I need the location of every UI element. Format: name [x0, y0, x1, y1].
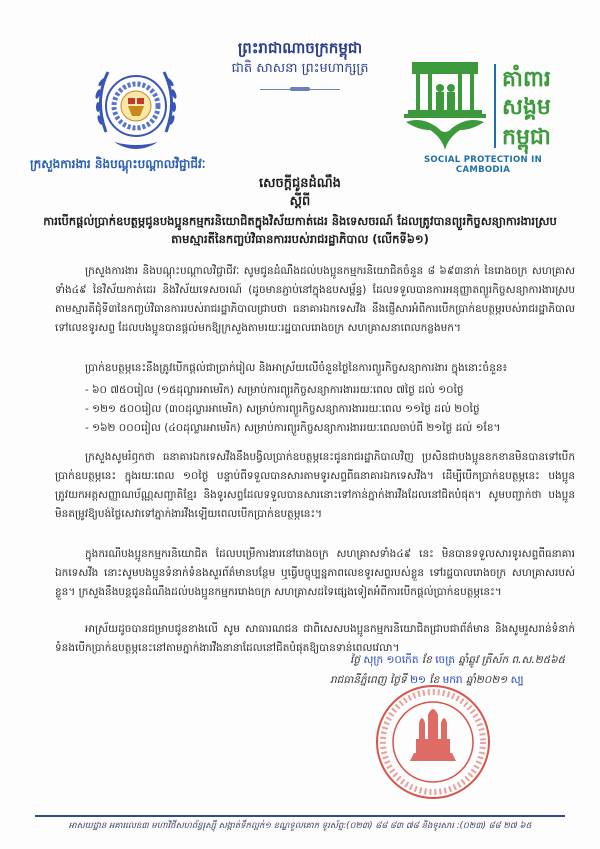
ministry-name: ក្រសួងការងារ និងបណ្តុះបណ្តាលវិជ្ជាជីវៈ	[30, 157, 206, 171]
date-day: ២១	[410, 674, 426, 686]
date-month: មករា	[442, 674, 463, 686]
lunar-date: ថ្ងៃ សុក្រ ១០កើត ខែ ចេត្រ ឆ្នាំឆ្លូវ ត្រីស័ក ព.ស.២៥៦៥	[350, 654, 566, 666]
lunar-month: ចេត្រ	[435, 654, 455, 666]
notice-title: សេចក្តីជូនដំណឹង	[259, 176, 341, 191]
paragraph-payment-info: ប្រាក់ឧបត្ថម្ភនេះនឹងត្រូវបើកផ្តល់ជាប្រាក់រៀល និងអាស្រ័យលើចំនួនថ្ងៃនៃការព្យួរកិច្ចសន្យាការងារ ក្នុងនោះចំនួន៖	[85, 362, 508, 374]
notice-subject-label: ស្តីពី	[289, 194, 311, 209]
payment-list	[85, 381, 565, 438]
ornament-divider	[260, 86, 340, 92]
national-motto: ជាតិ សាសនា ព្រះមហាក្សត្រ	[231, 61, 369, 76]
svg-text:គាំពារ: គាំពារ	[502, 67, 551, 92]
lunar-day: សុក្រ ១០កើត	[363, 654, 419, 666]
svg-text:កម្ពុជា: កម្ពុជា	[502, 125, 551, 150]
svg-text:សង្គម: សង្គម	[502, 95, 551, 120]
payment-item: - ១៦២ ០០០រៀល (៤០ដុល្លារអាមេរិក) សម្រាប់ការព្យួរកិច្ចសន្យាការងាររយៈពេលចាប់ពី ២១ថ្ងៃ ដល់ ១ខែ។	[85, 422, 501, 434]
place-date: រាជធានីភ្នំពេញ ថ្ងៃទី ២១ ខែ មករា ឆ្នាំ២០២១ ស្ប	[330, 674, 524, 686]
signature-initials: ស្ប	[510, 674, 524, 686]
kingdom-header	[190, 38, 410, 92]
kingdom-title: ព្រះរាជាណាចក្រកម្ពុជា	[237, 39, 363, 57]
paragraph-closing: អាស្រ័យដូចបានជម្រាបជូនខាងលើ សូម សាធារណជន ជាពិសេសបងប្អូនកម្មករនិយោជិតជ្រាបជាព័ត៌មាន និងសូមរួសរាន់ទំនាក់ទំនងបើកប្រាក់ឧបត្ថម្ភនេះនៅតាមភ្នាក់ងារវីងនានាដែលនៅជិតបំផុតឱ្យបានទាន់ពេលវេលា។	[55, 623, 575, 654]
payment-item: - ៦០ ៧៥០រៀល (១៥ដុល្លារអាមេរិក) សម្រាប់ការព្យួរកិច្ចសន្យាការងាររយៈពេល ៧ថ្ងៃ ដល់ ១០ថ្ងៃ	[85, 384, 464, 396]
notice-subject: ការបើកផ្តល់ប្រាក់ឧបត្ថម្ភជូនបងប្អូនកម្មករនិយោជិតក្នុងវិស័យកាត់ដេរ និងទេសចរណ៍ ដែលត្រូវបានព្យួរកិច្ចសន្យាការងារស្របតាមស្មារតីនៃកញ្ចប់វិធានការរបស់រាជរដ្ឋាភិបាល (លើកទី៦១)	[43, 214, 557, 246]
footer-address: អាសយដ្ឋាន អគារលេខ៣ មហាវិថីសហព័ន្ធរុស្ស៊ី សង្កាត់ទឹកល្អក់១ ខណ្ឌទួលគោក ទូរស័ព្ទ:(០២៣) ៨៨ ៨៣ ៧៨ និងទូរសារ :(០២៣) ៨៨ ២៧ ៦៥	[68, 821, 532, 831]
paragraph-intro: ក្រសួងការងារ និងបណ្តុះបណ្តាលវិជ្ជាជីវៈ សូមជូនដំណឹងដល់បងប្អូនកម្មករនិយោជិតចំនួន ៨ ៦៩៣នាក់ នៃរោងចក្រ សហគ្រាសទាំង៤៩ នៃវិស័យកាត់ដេរ និងវិស័យទេសចរណ៍ (ដូចមានភ្ជាប់នៅក្នុងឧបសម្ព័ន្ធ) ដែលទទួលបានការអនុញ្ញាតព្យួរកិច្ចសន្យាការងារស្របតាមស្មារតីជុំទី៣នៃកញ្ចប់វិធានការរបស់រាជរដ្ឋាភិបាលជ្រាបថា ធនាគារឯកទេសវីង នឹងផ្ញើសារអំពីការបើកប្រាក់ឧបត្ថម្ភរបស់រាជរដ្ឋាភិបាលទៅលេខទូរសព្ទ ដែលបងប្អូនបានផ្តល់មកឱ្យក្រសួងតាមរយៈរដ្ឋបាលរោងចក្រ សហគ្រាសនាពេលកន្លងមក។	[55, 265, 575, 334]
paragraph-no-sms: ក្នុងករណីបងប្អូនកម្មករនិយោជិត ដែលបម្រើការងារនៅរោងចក្រ សហគ្រាសទាំង៤៩ នេះ មិនបានទទួលសារទូរសព្ទពីធនាគារឯកទេសវីង នោះសូមបងប្អូនទំនាក់ទំនងសួរព័ត៌មានបន្ថែម ឬធ្វើបច្ចុប្បន្នភាពលេខទូរសព្ទរបស់ខ្លួន ទៅរដ្ឋបាលរោងចក្រ សហគ្រាសរបស់ខ្លួន។ ក្រសួងនឹងបន្តជូនដំណឹងដល់បងប្អូនកម្មកររោងចក្រ សហគ្រាសដទៃផ្សេងទៀតអំពីការបើកផ្តល់ប្រាក់ឧបត្ថម្ភនេះ។	[55, 548, 575, 598]
social-protection-logo-icon	[398, 58, 568, 158]
payment-item: - ១២១ ៥០០រៀល (៣០ដុល្លារអាមេរិក) សម្រាប់ការព្យួរកិច្ចសន្យាការងាររយៈពេល ១១ថ្ងៃ ដល់ ២០ថ្ងៃ	[85, 403, 480, 415]
footer-divider	[35, 815, 565, 817]
official-seal-icon	[372, 683, 494, 801]
social-protection-caption: SOCIAL PROTECTION IN CAMBODIA	[423, 155, 543, 175]
ministry-emblem-icon	[88, 60, 184, 160]
paragraph-reminder: ក្រសួងសូមរំឭកថា ធនាគារឯកទេសវីងនឹងបង្វិលប្រាក់ឧបត្ថម្ភនេះជូនរាជរដ្ឋាភិបាលវិញ ប្រសិនជាបងប្អូនខកខានមិនបានទៅបើកប្រាក់ឧបត្ថម្ភនេះ ក្នុងរយៈពេល ១០ថ្ងៃ បន្ទាប់ពីទទួលបានសារតាមទូរសព្ទពីធនាគារឯកទេសវីង។ ដើម្បីបើកប្រាក់ឧបត្ថម្ភនេះ បងប្អូនត្រូវយកអត្តសញ្ញាណប័ណ្ណសញ្ជាតិខ្មែរ និងទូរសព្ទដែលទទួលបានសារនោះទៅកាន់ភ្នាក់ងារវីងដែលនៅជិតបំផុត។ សូមបញ្ជាក់ថា បងប្អូនមិនតម្រូវឱ្យបង់ថ្លៃសេវាទៅភ្នាក់ងារវីងឡើយពេលបើកប្រាក់ឧបត្ថម្ភនេះ។	[55, 451, 575, 520]
